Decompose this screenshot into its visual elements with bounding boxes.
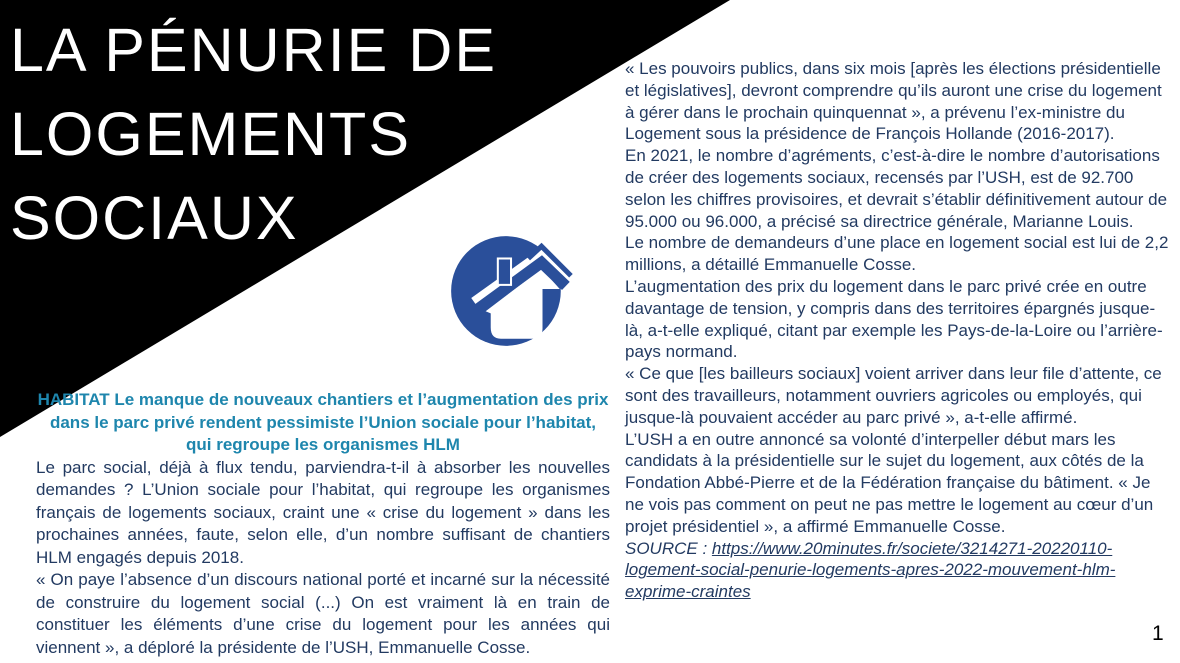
- left-column: [36, 389, 610, 659]
- right-paragraph: « Ce que [les bailleurs sociaux] voient arriver dans leur file d’attente, ce sont des travailleurs, notamment ouvriers agricoles ou employés, qui jusque-là pouvaient accéder au parc privé », a-t-elle affirmé.: [625, 364, 1162, 427]
- right-paragraph: L’augmentation des prix du logement dans le parc privé crée en outre davantage de tension, y compris dans des territoires épargnés jusque-là, a-t-elle expliqué, citant par exemple les Pays-de-la-Loire ou l’arrière-pays normand.: [625, 276, 1163, 362]
- source-line: [625, 538, 1170, 603]
- right-paragraph: En 2021, le nombre d’agréments, c’est-à-dire le nombre d’autorisations de créer des logements sociaux, recensés par l’USH, est de 92.700 selon les chiffres provisoires, et devrait s’établir définitivement autour de 95.000 ou 96.000, a précisé sa directrice générale, Marianne Louis.: [625, 146, 1168, 231]
- source-link[interactable]: https://www.20minutes.fr/societe/3214271-20220110-logement-social-penurie-logements-apres-2022-mouvement-hlm-exprime-craintes: [625, 538, 1116, 602]
- article-kicker-headline: HABITAT Le manque de nouveaux chantiers et l’augmentation des prix dans le parc privé rendent pessimiste l’Union sociale pour l’habitat, qui regroupe les organismes HLM: [37, 390, 609, 454]
- right-paragraph: L’USH a en outre annoncé sa volonté d’interpeller début mars les candidats à la présidentielle sur le sujet du logement, aux côtés de la Fondation Abbé-Pierre et de la Fédération française du bâtiment. « Je ne vois pas comment on peut ne pas mettre le logement au cœur d’un projet présidentiel », a affirmé Emmanuelle Cosse.: [625, 429, 1154, 536]
- page-number: 1: [1152, 622, 1164, 645]
- house-in-circle-icon: [443, 226, 575, 358]
- right-column: [625, 58, 1170, 603]
- page-title-line: SOCIAUX: [10, 184, 299, 252]
- page-title-line: LA PÉNURIE DE: [10, 16, 498, 84]
- right-paragraph: « Les pouvoirs publics, dans six mois [après les élections présidentielle et législatives], devront comprendre qu’ils auront une crise du logement à gérer dans le prochain quinquennat », a prévenu l’ex-ministre du Logement sous la présidence de François Hollande (2016-2017).: [625, 59, 1162, 144]
- source-label: SOURCE :: [625, 538, 712, 558]
- page-title-line: LOGEMENTS: [10, 100, 412, 168]
- left-paragraph: Le parc social, déjà à flux tendu, parviendra-t-il à absorber les nouvelles demandes ? L’Union sociale pour l’habitat, qui regroupe les organismes français de logements sociaux, craint une « crise du logement » dans les prochaines années, faute, selon elle, d’un nombre suffisant de chantiers HLM engagés depuis 2018.: [36, 457, 610, 567]
- page-title: [10, 8, 497, 260]
- left-paragraph: « On paye l’absence d’un discours national porté et incarné sur la nécessité de construire du logement social (...) On est vraiment là en train de constituer les éléments d’une crise du logement pour les années qui viennent », a déploré la présidente de l’USH, Emmanuelle Cosse.: [36, 570, 610, 657]
- right-paragraph: Le nombre de demandeurs d’une place en logement social est lui de 2,2 millions, a détaillé Emmanuelle Cosse.: [625, 233, 1169, 275]
